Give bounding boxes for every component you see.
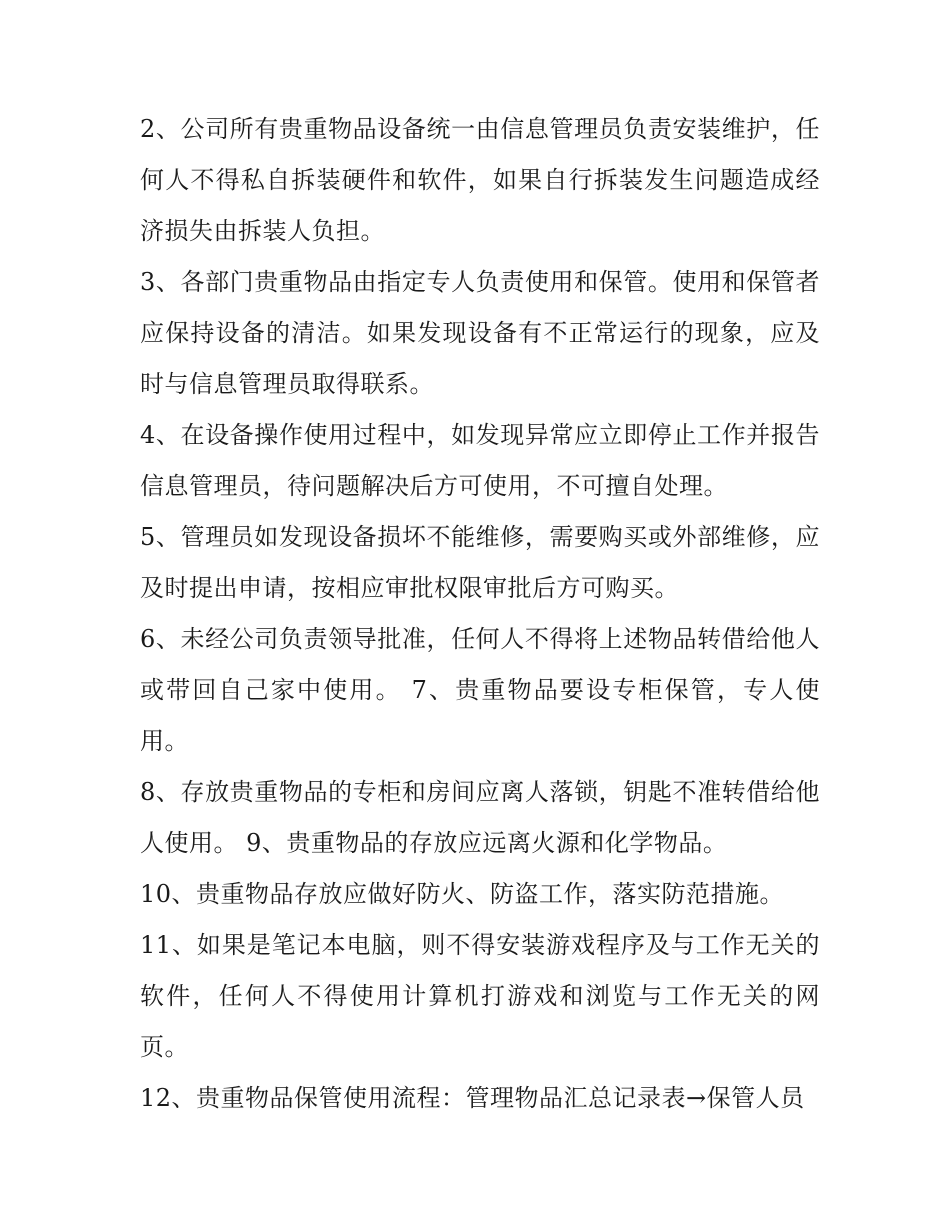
paragraph-6-7: 6、未经公司负责领导批准，任何人不得将上述物品转借给他人或带回自己家中使用。 7、贵重物品要设专柜保管，专人使用。 — [140, 625, 820, 755]
paragraph-10: 10、贵重物品存放应做好防火、防盗工作，落实防范措施。 — [140, 880, 785, 908]
paragraph-3: 3、各部门贵重物品由指定专人负责使用和保管。使用和保管者应保持设备的清洁。如果发现设备有不正常运行的现象，应及时与信息管理员取得联系。 — [140, 268, 820, 398]
paragraph-8-9: 8、存放贵重物品的专柜和房间应离人落锁，钥匙不准转借给他人使用。 9、贵重物品的存放应远离火源和化学物品。 — [140, 778, 820, 857]
paragraph-11: 11、如果是笔记本电脑，则不得安装游戏程序及与工作无关的软件，任何人不得使用计算机打游戏和浏览与工作无关的网页。 — [140, 931, 820, 1061]
paragraph-5: 5、管理员如发现设备损坏不能维修，需要购买或外部维修，应及时提出申请，按相应审批权限审批后方可购买。 — [140, 523, 820, 602]
paragraph-4: 4、在设备操作使用过程中，如发现异常应立即停止工作并报告信息管理员，待问题解决后方可使用，不可擅自处理。 — [140, 421, 820, 500]
paragraph-12: 12、贵重物品保管使用流程：管理物品汇总记录表→保管人员 — [140, 1084, 805, 1112]
paragraph-2: 2、公司所有贵重物品设备统一由信息管理员负责安装维护，任何人不得私自拆装硬件和软件，如果自行拆装发生问题造成经济损失由拆装人负担。 — [140, 115, 820, 245]
document-body — [140, 104, 820, 1124]
